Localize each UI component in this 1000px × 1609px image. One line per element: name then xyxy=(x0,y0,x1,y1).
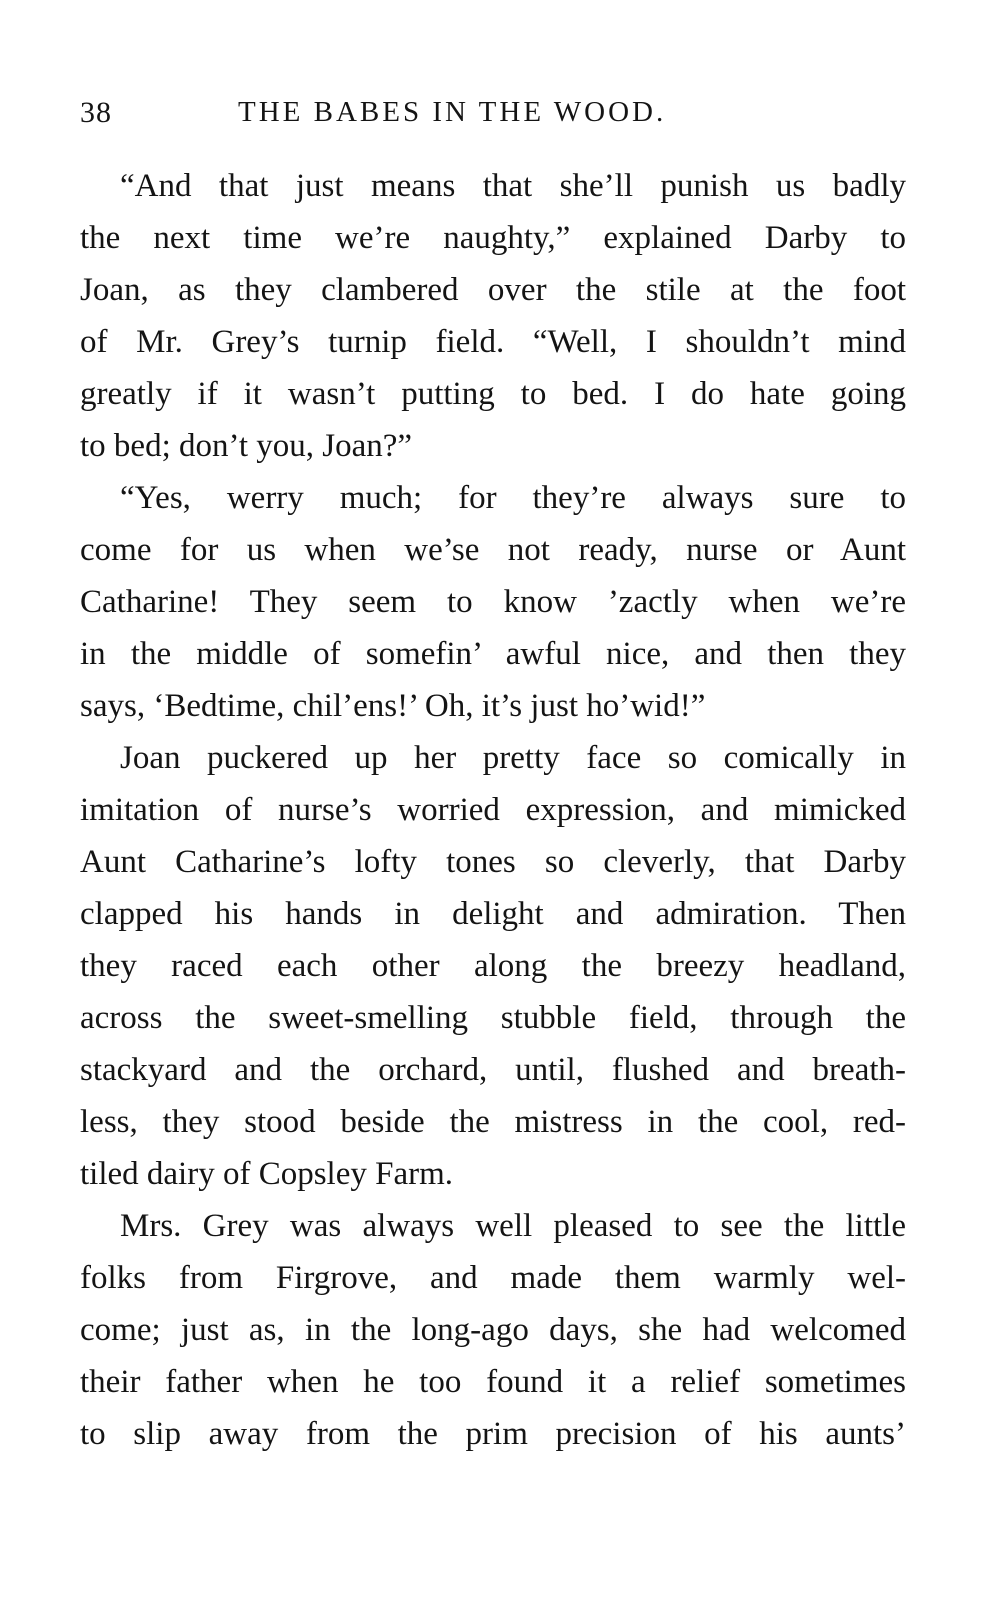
text-line: of Mr. Grey’s turnip field. “Well, I shouldn’t mind xyxy=(80,324,906,360)
book-title: THE BABES IN THE WOOD. xyxy=(238,96,667,128)
text-line: Catharine! They seem to know ’zactly when we’re xyxy=(80,584,906,620)
running-head xyxy=(80,96,906,136)
paragraph-4 xyxy=(80,1200,906,1460)
text-line: imitation of nurse’s worried expression, and mimicked xyxy=(80,792,906,828)
text-line: “And that just means that she’ll punish us badly xyxy=(120,168,906,204)
text-line: come for us when we’se not ready, nurse or Aunt xyxy=(80,532,906,568)
page-number: 38 xyxy=(80,96,112,129)
text-line: in the middle of somefin’ awful nice, and then they xyxy=(80,636,906,672)
text-line: Mrs. Grey was always well pleased to see the little xyxy=(120,1208,906,1244)
text-line: greatly if it wasn’t putting to bed. I do hate going xyxy=(80,376,906,412)
text-line: Aunt Catharine’s lofty tones so cleverly, that Darby xyxy=(80,844,906,880)
text-line: “Yes, werry much; for they’re always sure to xyxy=(120,480,906,516)
text-line: less, they stood beside the mistress in the cool, red- xyxy=(80,1104,906,1140)
text-line: clapped his hands in delight and admiration. Then xyxy=(80,896,906,932)
text-line: says, ‘Bedtime, chil’ens!’ Oh, it’s just ho’wid!” xyxy=(80,688,706,724)
body-text xyxy=(80,160,906,1460)
text-line: come; just as, in the long-ago days, she had welcomed xyxy=(80,1312,906,1348)
paragraph-3 xyxy=(80,732,906,1200)
text-line: stackyard and the orchard, until, flushed and breath- xyxy=(80,1052,906,1088)
text-line: tiled dairy of Copsley Farm. xyxy=(80,1156,454,1192)
text-line: to bed; don’t you, Joan?” xyxy=(80,428,413,464)
text-line: their father when he too found it a relief sometimes xyxy=(80,1364,906,1400)
text-line: they raced each other along the breezy headland, xyxy=(80,948,906,984)
paragraph-2 xyxy=(80,472,906,732)
text-line: across the sweet-smelling stubble field, through the xyxy=(80,1000,906,1036)
text-line: Joan puckered up her pretty face so comically in xyxy=(120,740,906,776)
text-line: the next time we’re naughty,” explained Darby to xyxy=(80,220,906,256)
text-line: folks from Firgrove, and made them warmly wel- xyxy=(80,1260,906,1296)
text-line: to slip away from the prim precision of his aunts’ xyxy=(80,1416,906,1452)
paragraph-1 xyxy=(80,160,906,472)
text-line: Joan, as they clambered over the stile at the foot xyxy=(80,272,906,308)
